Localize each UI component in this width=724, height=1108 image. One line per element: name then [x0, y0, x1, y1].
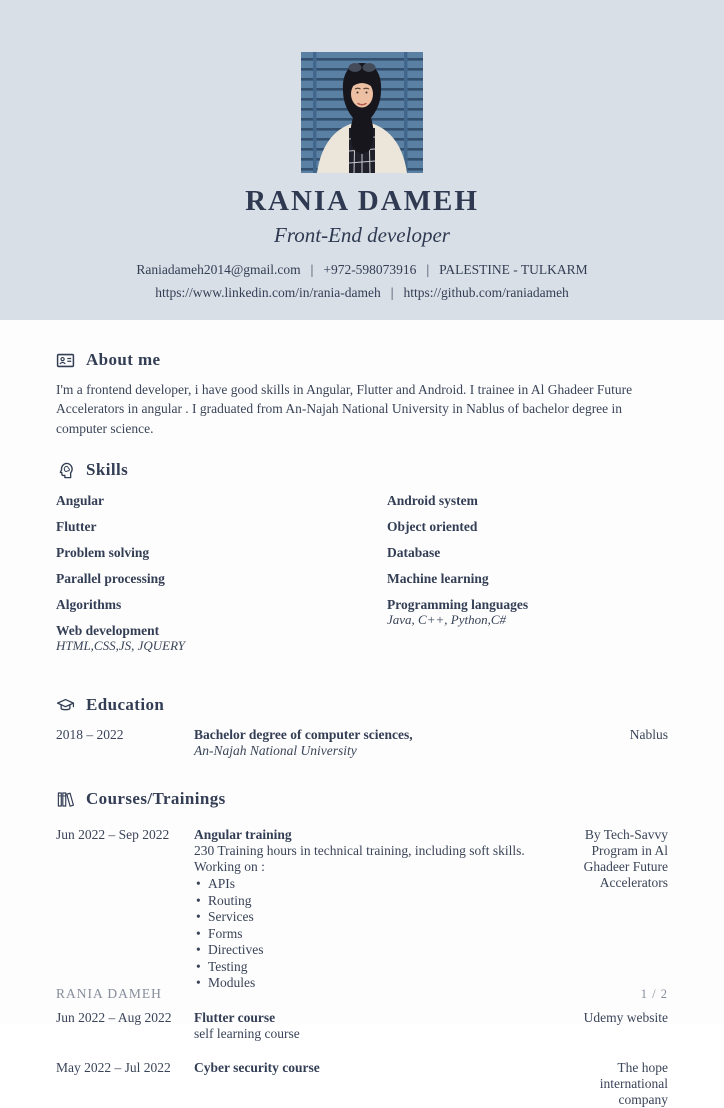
education-dates: 2018 – 2022	[56, 727, 124, 743]
course-entry	[56, 1010, 668, 1042]
education-entry	[56, 727, 668, 759]
course-dates: Jun 2022 – Sep 2022	[56, 827, 170, 843]
skill-item: Algorithms	[56, 597, 122, 613]
about-text: I'm a frontend developer, i have good skills in Angular, Flutter and Android. I trainee in Al Ghadeer Future Accelerators in angular . I graduated from An-Najah National University in Nablus of bachelor degree in computer science.	[56, 382, 633, 436]
course-title: Angular training	[194, 827, 292, 843]
skill-detail: HTML,CSS,JS, JQUERY	[56, 638, 186, 654]
page-footer	[56, 986, 668, 1002]
course-bullet: • Modules	[194, 975, 573, 992]
course-bullet-list	[194, 876, 573, 992]
course-provider: By Tech-Savvy Program in Al Ghadeer Future Accelerators	[583, 827, 668, 891]
education-section-header	[56, 695, 668, 715]
course-bullet: • Forms	[194, 926, 573, 943]
about-heading: About me	[86, 350, 161, 369]
course-bullet: • Services	[194, 909, 573, 926]
school-name: An-Najah National University	[194, 743, 357, 759]
course-main	[194, 1060, 573, 1108]
course-working-on-label: Working on :	[194, 859, 265, 875]
education-main	[194, 727, 573, 759]
job-title: Front-End developer	[274, 223, 450, 247]
section-courses	[56, 789, 668, 1108]
header	[0, 0, 724, 320]
skill-item: Programming languages Java, C++, Python,C#	[387, 598, 668, 627]
skills-grid	[56, 494, 668, 665]
portrait-illustration	[301, 52, 423, 173]
course-description: self learning course	[194, 1025, 300, 1041]
skill-item: Flutter	[56, 519, 97, 535]
skill-item: Database	[387, 545, 441, 561]
course-provider: The hope international company	[599, 1059, 668, 1107]
course-title: Cyber security course	[194, 1059, 320, 1075]
skill-detail: Java, C++, Python,C#	[387, 612, 506, 628]
course-bullet: • Directives	[194, 942, 573, 959]
email-link[interactable]: Raniadameh2014@gmail.com	[136, 262, 301, 277]
education-heading: Education	[86, 695, 165, 715]
skill-item: Angular	[56, 493, 105, 509]
skills-section-header	[56, 460, 668, 480]
github-link[interactable]: https://github.com/raniadameh	[403, 285, 569, 300]
course-bullet: • Routing	[194, 893, 573, 910]
skill-item: Web development HTML,CSS,JS, JQUERY	[56, 624, 387, 653]
contact-line-1	[0, 262, 724, 278]
phone-number: +972-598073916	[323, 262, 417, 277]
about-section-header	[56, 350, 668, 370]
skill-item: Machine learning	[387, 571, 489, 587]
course-title: Flutter course	[194, 1009, 276, 1025]
separator: |	[310, 262, 314, 277]
courses-section-header	[56, 789, 668, 809]
books-icon	[56, 790, 75, 809]
head-brain-icon	[56, 461, 75, 480]
course-dates: May 2022 – Jul 2022	[56, 1059, 171, 1075]
education-location: Nablus	[629, 727, 668, 743]
graduation-cap-icon	[56, 696, 75, 715]
course-description: 230 Training hours in technical training, including soft skills.	[194, 843, 525, 859]
profile-photo	[301, 52, 423, 173]
degree-title: Bachelor degree of computer sciences,	[194, 727, 413, 743]
course-entry	[56, 1060, 668, 1108]
linkedin-link[interactable]: https://www.linkedin.com/in/rania-dameh	[155, 285, 381, 300]
section-about	[56, 350, 668, 438]
separator: |	[426, 262, 430, 277]
skill-item: Problem solving	[56, 545, 150, 561]
footer-name: RANIA DAMEH	[56, 986, 162, 1001]
course-main	[194, 827, 573, 992]
skill-item: Parallel processing	[56, 571, 165, 587]
skill-item: Android system	[387, 493, 478, 509]
skill-item: Object oriented	[387, 519, 478, 535]
person-name: RANIA DAMEH	[245, 185, 479, 217]
course-bullet: • APIs	[194, 876, 573, 893]
skills-heading: Skills	[86, 460, 129, 480]
id-card-icon	[56, 351, 75, 370]
course-provider: Udemy website	[583, 1009, 668, 1025]
contact-line-2	[0, 285, 724, 301]
separator: |	[390, 285, 394, 300]
section-skills	[56, 460, 668, 665]
footer-page-number: 1 / 2	[640, 987, 668, 1001]
course-dates: Jun 2022 – Aug 2022	[56, 1009, 172, 1025]
skills-column-left	[56, 494, 387, 665]
course-entry	[56, 827, 668, 992]
courses-heading: Courses/Trainings	[86, 789, 226, 809]
course-main	[194, 1010, 573, 1042]
location-text: PALESTINE - TULKARM	[439, 262, 588, 277]
section-education	[56, 695, 668, 759]
skills-column-right	[387, 494, 668, 665]
course-bullet: • Testing	[194, 959, 573, 976]
